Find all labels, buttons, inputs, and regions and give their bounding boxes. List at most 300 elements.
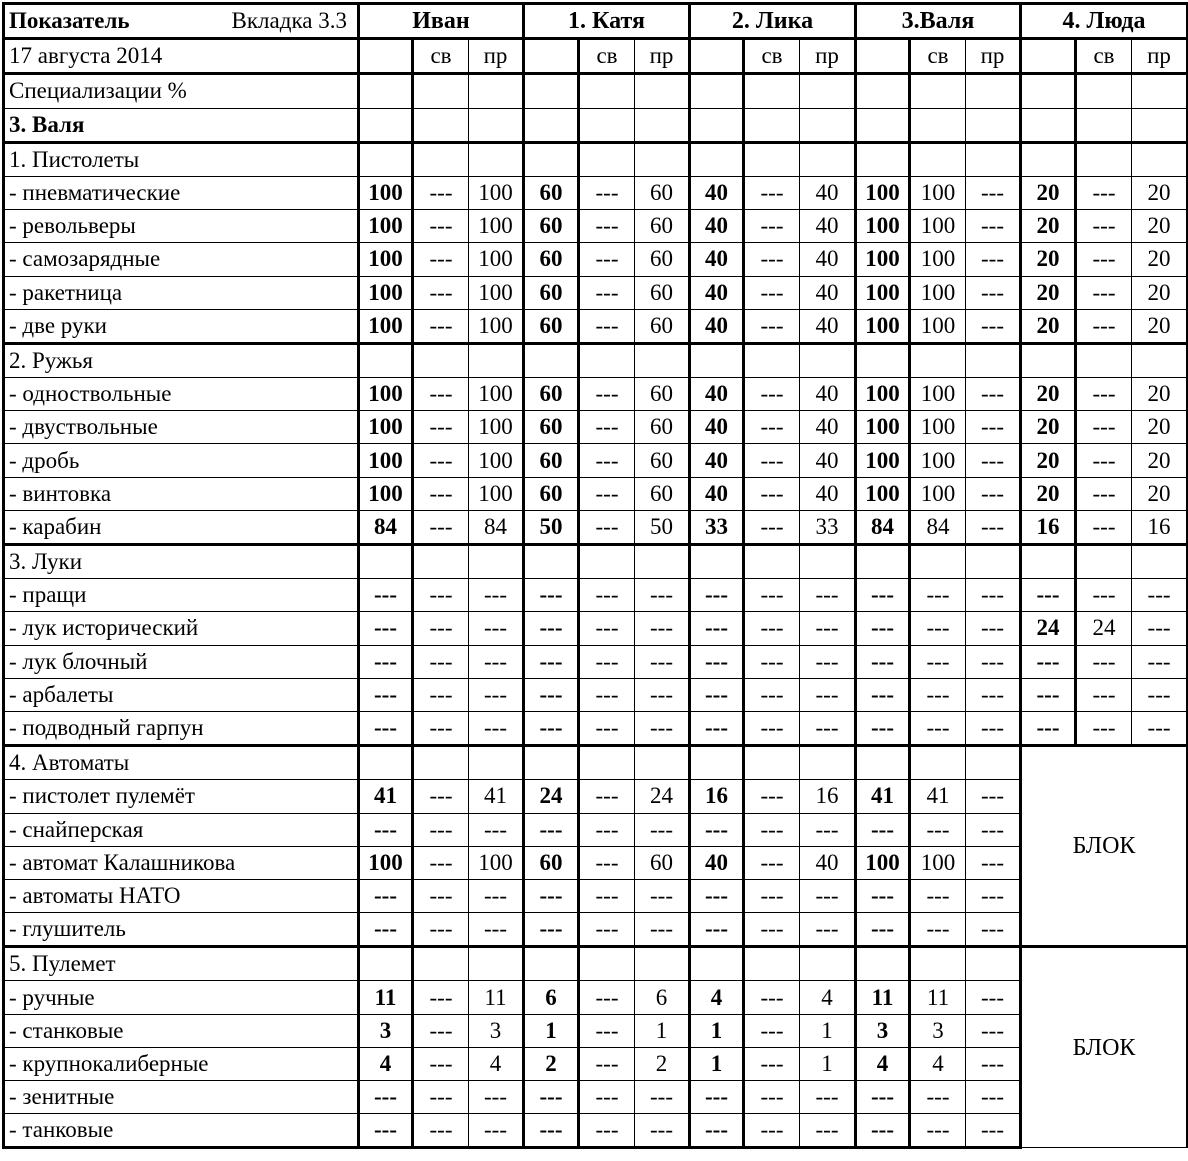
value-cell: --- (635, 1081, 690, 1114)
value-cell (524, 746, 579, 780)
data-row (4, 678, 1188, 711)
value-cell: --- (800, 678, 856, 711)
value-cell (635, 343, 690, 377)
sub-header-sv: св (910, 39, 966, 74)
value-cell: --- (635, 711, 690, 745)
value-cell: --- (856, 913, 910, 947)
value-cell: --- (359, 879, 413, 912)
value-cell: 60 (635, 846, 690, 879)
section-title-row (4, 343, 1188, 377)
value-cell (800, 142, 856, 176)
section-title-row (4, 746, 1188, 780)
value-cell: 100 (359, 846, 413, 879)
value-cell: 2 (635, 1047, 690, 1080)
value-cell: --- (413, 411, 469, 444)
data-row (4, 1081, 1188, 1114)
value-cell: --- (744, 645, 800, 678)
value-cell: 60 (524, 276, 579, 309)
value-cell: 4 (469, 1047, 524, 1080)
value-cell: 40 (690, 444, 744, 477)
value-cell: --- (910, 645, 966, 678)
value-cell: --- (856, 678, 910, 711)
value-cell: 1 (690, 1047, 744, 1080)
value-cell: --- (579, 176, 635, 209)
value-cell: --- (1021, 579, 1076, 612)
value-cell (800, 746, 856, 780)
value-cell: --- (744, 780, 800, 813)
value-cell (856, 108, 910, 142)
data-row-label: - крупнокалиберные (4, 1047, 359, 1080)
value-cell: --- (469, 711, 524, 745)
value-cell: 100 (359, 176, 413, 209)
value-cell: --- (579, 579, 635, 612)
sub-header-pr: пр (1132, 39, 1188, 74)
value-cell: 20 (1021, 210, 1076, 243)
value-cell: --- (1076, 510, 1132, 544)
value-cell: 40 (800, 411, 856, 444)
value-cell: --- (966, 678, 1021, 711)
value-cell: --- (1132, 645, 1188, 678)
value-cell: 60 (635, 176, 690, 209)
value-cell (856, 545, 910, 579)
value-cell: --- (744, 444, 800, 477)
value-cell (469, 108, 524, 142)
value-cell: 100 (359, 210, 413, 243)
value-cell (800, 108, 856, 142)
value-cell (690, 545, 744, 579)
value-cell (1076, 343, 1132, 377)
value-cell: 100 (359, 477, 413, 510)
value-cell: --- (359, 579, 413, 612)
value-cell: --- (579, 645, 635, 678)
value-cell: 40 (800, 176, 856, 209)
value-cell: --- (1132, 711, 1188, 745)
value-cell: --- (579, 1081, 635, 1114)
value-cell: 100 (910, 309, 966, 343)
sub-header-total (1021, 39, 1076, 74)
value-cell: 60 (635, 243, 690, 276)
value-cell (469, 74, 524, 108)
value-cell (1021, 142, 1076, 176)
value-cell: 60 (524, 846, 579, 879)
value-cell: --- (690, 1081, 744, 1114)
value-cell: 60 (635, 477, 690, 510)
data-row-label: - глушитель (4, 913, 359, 947)
sub-header-total (690, 39, 744, 74)
value-cell: 40 (800, 309, 856, 343)
value-cell: --- (690, 711, 744, 745)
value-cell: --- (413, 444, 469, 477)
value-cell: --- (635, 678, 690, 711)
value-cell: --- (1021, 678, 1076, 711)
value-cell: 60 (635, 411, 690, 444)
value-cell: --- (413, 913, 469, 947)
value-cell: 60 (524, 378, 579, 411)
value-cell: 100 (856, 276, 910, 309)
value-cell (856, 142, 910, 176)
value-cell: --- (1021, 711, 1076, 745)
value-cell (413, 108, 469, 142)
value-cell (359, 142, 413, 176)
value-cell: 100 (910, 176, 966, 209)
value-cell (1076, 545, 1132, 579)
value-cell (359, 947, 413, 981)
data-row (4, 309, 1188, 343)
specializations-row-label: Специализации % (4, 74, 359, 108)
value-cell: 20 (1021, 243, 1076, 276)
value-cell: 40 (800, 477, 856, 510)
value-cell: --- (910, 913, 966, 947)
value-cell: 6 (635, 981, 690, 1014)
value-cell: --- (1132, 579, 1188, 612)
value-cell: 60 (635, 309, 690, 343)
value-cell: 100 (469, 176, 524, 209)
value-cell: 4 (856, 1047, 910, 1080)
value-cell (966, 343, 1021, 377)
value-cell: --- (469, 879, 524, 912)
value-cell: 40 (690, 210, 744, 243)
specializations-row (4, 74, 1188, 108)
value-cell: --- (856, 645, 910, 678)
value-cell: --- (966, 913, 1021, 947)
value-cell (800, 74, 856, 108)
header-title-cell (4, 4, 359, 39)
data-row (4, 243, 1188, 276)
value-cell: 100 (469, 477, 524, 510)
value-cell: 50 (524, 510, 579, 544)
value-cell (1076, 142, 1132, 176)
value-cell: --- (1132, 678, 1188, 711)
value-cell (579, 343, 635, 377)
value-cell: --- (966, 879, 1021, 912)
value-cell (966, 108, 1021, 142)
value-cell: 84 (359, 510, 413, 544)
value-cell: --- (579, 477, 635, 510)
value-cell (690, 108, 744, 142)
value-cell: --- (359, 1081, 413, 1114)
value-cell: --- (966, 846, 1021, 879)
value-cell: --- (469, 1114, 524, 1148)
subject-row-label: 3. Валя (4, 108, 359, 142)
value-cell: 40 (800, 444, 856, 477)
value-cell (359, 545, 413, 579)
value-cell: --- (359, 913, 413, 947)
value-cell: 1 (800, 1047, 856, 1080)
value-cell: 100 (856, 444, 910, 477)
value-cell: 20 (1132, 243, 1188, 276)
value-cell: --- (579, 913, 635, 947)
section-title-row-label: 1. Пистолеты (4, 142, 359, 176)
value-cell (524, 545, 579, 579)
value-cell: 41 (910, 780, 966, 813)
value-cell: --- (800, 913, 856, 947)
value-cell: --- (635, 913, 690, 947)
value-cell (413, 746, 469, 780)
value-cell: --- (1076, 444, 1132, 477)
value-cell (635, 108, 690, 142)
value-cell: --- (579, 678, 635, 711)
value-cell: 100 (469, 411, 524, 444)
value-cell (856, 746, 910, 780)
data-row-label: - лук блочный (4, 645, 359, 678)
value-cell (359, 343, 413, 377)
value-cell: --- (800, 1114, 856, 1148)
value-cell: --- (579, 1014, 635, 1047)
value-cell: 50 (635, 510, 690, 544)
data-row-label: - дробь (4, 444, 359, 477)
value-cell: --- (635, 612, 690, 645)
value-cell (690, 142, 744, 176)
value-cell: --- (1076, 645, 1132, 678)
value-cell: 40 (690, 243, 744, 276)
value-cell: --- (744, 510, 800, 544)
value-cell: 16 (690, 780, 744, 813)
value-cell: --- (635, 579, 690, 612)
value-cell: --- (579, 1047, 635, 1080)
value-cell: --- (744, 813, 800, 846)
value-cell: --- (359, 813, 413, 846)
value-cell (744, 343, 800, 377)
value-cell: --- (744, 579, 800, 612)
value-cell: --- (966, 813, 1021, 846)
data-row (4, 846, 1188, 879)
value-cell: 100 (910, 210, 966, 243)
value-cell (856, 74, 910, 108)
value-cell: --- (1132, 612, 1188, 645)
value-cell: --- (966, 309, 1021, 343)
value-cell: --- (1021, 645, 1076, 678)
value-cell: --- (359, 612, 413, 645)
value-cell: 33 (690, 510, 744, 544)
value-cell: --- (966, 378, 1021, 411)
value-cell: 1 (800, 1014, 856, 1047)
value-cell: --- (966, 579, 1021, 612)
value-cell: --- (1076, 579, 1132, 612)
data-row (4, 276, 1188, 309)
value-cell: --- (744, 1081, 800, 1114)
value-cell: --- (579, 1114, 635, 1148)
value-cell: 100 (856, 176, 910, 209)
value-cell: --- (579, 846, 635, 879)
value-cell: --- (690, 645, 744, 678)
value-cell: 100 (359, 309, 413, 343)
value-cell: 20 (1132, 477, 1188, 510)
data-row-label: - самозарядные (4, 243, 359, 276)
value-cell: 20 (1021, 477, 1076, 510)
value-cell (910, 746, 966, 780)
value-cell: --- (744, 1014, 800, 1047)
person-header: Иван (359, 4, 524, 39)
data-row-label: - одноствольные (4, 378, 359, 411)
value-cell: --- (744, 612, 800, 645)
data-row (4, 813, 1188, 846)
value-cell (966, 142, 1021, 176)
value-cell: --- (579, 711, 635, 745)
value-cell: 100 (359, 444, 413, 477)
value-cell (1132, 108, 1188, 142)
value-cell (744, 545, 800, 579)
value-cell: 11 (469, 981, 524, 1014)
value-cell: --- (910, 579, 966, 612)
value-cell: --- (413, 813, 469, 846)
value-cell: 40 (690, 309, 744, 343)
sub-header-total (856, 39, 910, 74)
value-cell (800, 947, 856, 981)
value-cell (910, 947, 966, 981)
value-cell: 40 (800, 276, 856, 309)
value-cell (910, 545, 966, 579)
value-cell: 40 (690, 276, 744, 309)
value-cell: 20 (1021, 411, 1076, 444)
value-cell: --- (635, 645, 690, 678)
value-cell: 40 (690, 411, 744, 444)
value-cell: --- (966, 411, 1021, 444)
value-cell: 20 (1132, 176, 1188, 209)
data-row-label: - подводный гарпун (4, 711, 359, 745)
data-row-label: - револьверы (4, 210, 359, 243)
value-cell: --- (1076, 243, 1132, 276)
value-cell: 41 (856, 780, 910, 813)
value-cell: --- (966, 1014, 1021, 1047)
value-cell (413, 343, 469, 377)
data-row (4, 411, 1188, 444)
value-cell: 60 (524, 444, 579, 477)
value-cell (359, 74, 413, 108)
person-header: 3.Валя (856, 4, 1021, 39)
value-cell: 2 (524, 1047, 579, 1080)
value-cell (800, 545, 856, 579)
data-row-label: - автомат Калашникова (4, 846, 359, 879)
value-cell: --- (413, 780, 469, 813)
value-cell: --- (800, 711, 856, 745)
value-cell: 60 (635, 444, 690, 477)
value-cell (744, 142, 800, 176)
value-cell: --- (469, 579, 524, 612)
value-cell: --- (1076, 210, 1132, 243)
value-cell: 84 (910, 510, 966, 544)
value-cell: --- (524, 711, 579, 745)
value-cell: 100 (359, 243, 413, 276)
data-row (4, 444, 1188, 477)
value-cell (856, 343, 910, 377)
blocked-cell: БЛОК (1021, 746, 1188, 947)
value-cell (690, 746, 744, 780)
value-cell: --- (413, 579, 469, 612)
value-cell: 60 (635, 210, 690, 243)
value-cell: 60 (524, 411, 579, 444)
value-cell: --- (856, 813, 910, 846)
value-cell (635, 545, 690, 579)
value-cell: --- (469, 1081, 524, 1114)
data-row (4, 378, 1188, 411)
value-cell (524, 947, 579, 981)
value-cell (966, 545, 1021, 579)
value-cell (469, 545, 524, 579)
value-cell: --- (524, 1114, 579, 1148)
value-cell: 20 (1021, 276, 1076, 309)
value-cell: 3 (469, 1014, 524, 1047)
value-cell: 3 (359, 1014, 413, 1047)
value-cell: --- (856, 612, 910, 645)
value-cell: --- (469, 678, 524, 711)
value-cell: 100 (856, 411, 910, 444)
date-label: 17 августа 2014 (4, 39, 359, 74)
value-cell: --- (524, 813, 579, 846)
value-cell: 41 (469, 780, 524, 813)
value-cell: --- (413, 981, 469, 1014)
value-cell: --- (469, 645, 524, 678)
value-cell: --- (744, 711, 800, 745)
value-cell (1132, 74, 1188, 108)
data-row-label: - двуствольные (4, 411, 359, 444)
data-row-label: - автоматы НАТО (4, 879, 359, 912)
person-header: 4. Люда (1021, 4, 1188, 39)
value-cell: --- (690, 1114, 744, 1148)
value-cell: 100 (359, 276, 413, 309)
data-row-label: - винтовка (4, 477, 359, 510)
section-title-row (4, 142, 1188, 176)
value-cell (635, 142, 690, 176)
data-row-label: - пращи (4, 579, 359, 612)
value-cell: 20 (1132, 210, 1188, 243)
value-cell: --- (744, 176, 800, 209)
data-row (4, 1114, 1188, 1148)
value-cell (966, 746, 1021, 780)
value-cell: --- (800, 879, 856, 912)
value-cell (910, 108, 966, 142)
value-cell: 100 (910, 411, 966, 444)
value-cell (690, 947, 744, 981)
value-cell: 3 (856, 1014, 910, 1047)
value-cell: --- (744, 913, 800, 947)
value-cell: --- (966, 780, 1021, 813)
value-cell (579, 108, 635, 142)
value-cell: --- (579, 243, 635, 276)
value-cell: 24 (524, 780, 579, 813)
value-cell: 4 (359, 1047, 413, 1080)
value-cell: --- (744, 678, 800, 711)
value-cell (359, 746, 413, 780)
value-cell: --- (579, 981, 635, 1014)
data-row-label: - карабин (4, 510, 359, 544)
value-cell: --- (579, 378, 635, 411)
value-cell: 100 (359, 411, 413, 444)
value-cell: 20 (1132, 444, 1188, 477)
value-cell: --- (469, 612, 524, 645)
person-header: 1. Катя (524, 4, 690, 39)
value-cell: --- (744, 411, 800, 444)
value-cell: --- (413, 378, 469, 411)
value-cell: --- (800, 813, 856, 846)
value-cell: --- (744, 378, 800, 411)
value-cell (690, 343, 744, 377)
value-cell: 40 (800, 378, 856, 411)
value-cell: --- (413, 1014, 469, 1047)
header-row-sub (4, 39, 1188, 74)
specialization-table (2, 2, 1188, 1149)
data-row-label: - лук исторический (4, 612, 359, 645)
data-row (4, 711, 1188, 745)
value-cell: --- (744, 477, 800, 510)
section-title-row-label: 3. Луки (4, 545, 359, 579)
value-cell: 24 (635, 780, 690, 813)
value-cell: --- (800, 1081, 856, 1114)
value-cell (469, 142, 524, 176)
data-row (4, 612, 1188, 645)
value-cell: --- (579, 276, 635, 309)
value-cell: 100 (469, 243, 524, 276)
value-cell: --- (966, 1081, 1021, 1114)
